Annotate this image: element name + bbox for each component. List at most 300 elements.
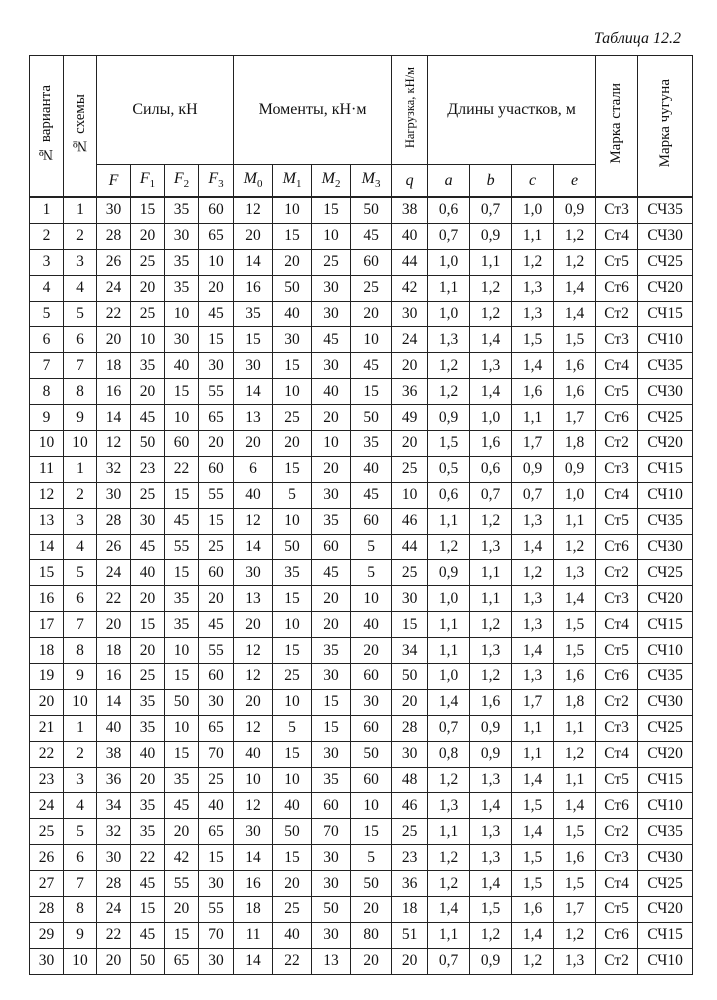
table-row xyxy=(30,327,693,353)
table-cell: СЧ25 xyxy=(638,560,693,586)
table-cell: Ст2 xyxy=(596,819,638,845)
table-cell: 65 xyxy=(199,715,234,741)
table-cell: 50 xyxy=(351,871,392,897)
table-cell: СЧ35 xyxy=(638,353,693,379)
table-cell: 20 xyxy=(165,819,199,845)
table-cell: 38 xyxy=(97,741,131,767)
table-cell: 40 xyxy=(273,301,312,327)
table-cell: 25 xyxy=(392,819,428,845)
table-cell: 45 xyxy=(199,301,234,327)
table-body xyxy=(30,197,693,974)
table-cell: 1,3 xyxy=(428,793,470,819)
table-row xyxy=(30,664,693,690)
table-cell: 46 xyxy=(392,793,428,819)
table-cell: 50 xyxy=(131,948,165,974)
table-cell: 55 xyxy=(165,534,199,560)
table-cell: Ст3 xyxy=(596,845,638,871)
table-cell: 20 xyxy=(234,612,273,638)
table-cell: 35 xyxy=(165,612,199,638)
table-cell: 1,0 xyxy=(554,482,596,508)
table-row xyxy=(30,379,693,405)
table-cell: 40 xyxy=(351,456,392,482)
table-row xyxy=(30,715,693,741)
table-cell: 20 xyxy=(131,275,165,301)
table-cell: СЧ30 xyxy=(638,379,693,405)
table-cell: 35 xyxy=(165,249,199,275)
table-cell: 13 xyxy=(234,405,273,431)
table-cell: 16 xyxy=(97,379,131,405)
table-cell: 6 xyxy=(64,327,97,353)
table-cell: 15 xyxy=(131,612,165,638)
table-cell: СЧ25 xyxy=(638,249,693,275)
table-row xyxy=(30,638,693,664)
table-cell: 20 xyxy=(392,689,428,715)
table-cell: 1,3 xyxy=(470,845,512,871)
table-cell: 50 xyxy=(351,197,392,223)
table-cell: 1,5 xyxy=(554,327,596,353)
table-cell: 25 xyxy=(273,897,312,923)
table-cell: 10 xyxy=(165,638,199,664)
table-cell: 1,4 xyxy=(470,379,512,405)
table-cell: 26 xyxy=(97,249,131,275)
table-cell: 1,3 xyxy=(512,586,554,612)
table-cell: Ст6 xyxy=(596,922,638,948)
table-cell: 18 xyxy=(97,353,131,379)
table-cell: 14 xyxy=(234,249,273,275)
table-cell: 30 xyxy=(392,301,428,327)
table-cell: 5 xyxy=(273,482,312,508)
table-cell: СЧ25 xyxy=(638,715,693,741)
table-cell: 15 xyxy=(392,612,428,638)
table-cell: 35 xyxy=(165,767,199,793)
table-cell: 10 xyxy=(30,431,64,457)
table-cell: 1,4 xyxy=(512,353,554,379)
table-row xyxy=(30,249,693,275)
table-cell: 1,2 xyxy=(428,379,470,405)
table-cell: СЧ10 xyxy=(638,948,693,974)
table-cell: 1,4 xyxy=(512,767,554,793)
table-cell: 12 xyxy=(234,793,273,819)
table-cell: 40 xyxy=(273,922,312,948)
table-cell: СЧ20 xyxy=(638,897,693,923)
table-cell: 44 xyxy=(392,534,428,560)
table-cell: 3 xyxy=(64,508,97,534)
table-cell: 34 xyxy=(97,793,131,819)
table-cell: 1,3 xyxy=(512,508,554,534)
table-cell: 8 xyxy=(64,897,97,923)
table-cell: 55 xyxy=(199,379,234,405)
table-cell: 4 xyxy=(30,275,64,301)
table-cell: 14 xyxy=(234,534,273,560)
table-cell: 60 xyxy=(312,534,351,560)
table-cell: 1,5 xyxy=(428,431,470,457)
table-cell: 1,3 xyxy=(470,534,512,560)
table-cell: 1,5 xyxy=(554,612,596,638)
table-cell: 40 xyxy=(165,353,199,379)
table-cell: 30 xyxy=(199,689,234,715)
table-cell: 15 xyxy=(165,741,199,767)
table-cell: 25 xyxy=(131,249,165,275)
table-cell: 24 xyxy=(97,560,131,586)
table-cell: 7 xyxy=(64,353,97,379)
table-row xyxy=(30,586,693,612)
table-cell: Ст3 xyxy=(596,586,638,612)
table-cell: 45 xyxy=(312,327,351,353)
table-cell: 1,0 xyxy=(428,586,470,612)
table-cell: 0,5 xyxy=(428,456,470,482)
table-cell: 5 xyxy=(64,301,97,327)
table-cell: 1,3 xyxy=(512,275,554,301)
table-cell: 30 xyxy=(165,223,199,249)
table-cell: 30 xyxy=(273,327,312,353)
table-cell: 30 xyxy=(97,482,131,508)
table-cell: 1,1 xyxy=(554,508,596,534)
table-cell: 1,2 xyxy=(470,301,512,327)
table-cell: 15 xyxy=(30,560,64,586)
column-symbol: $M_2$ xyxy=(312,165,351,198)
table-cell: 14 xyxy=(234,845,273,871)
table-cell: 15 xyxy=(199,845,234,871)
table-cell: 40 xyxy=(199,793,234,819)
table-cell: 0,9 xyxy=(554,197,596,223)
table-cell: 45 xyxy=(199,612,234,638)
table-cell: 4 xyxy=(64,275,97,301)
table-cell: 17 xyxy=(30,612,64,638)
table-cell: 40 xyxy=(234,741,273,767)
table-cell: 8 xyxy=(64,379,97,405)
table-cell: 12 xyxy=(234,664,273,690)
table-cell: 0,6 xyxy=(428,197,470,223)
table-cell: 1,7 xyxy=(554,405,596,431)
table-cell: 50 xyxy=(131,431,165,457)
table-cell: 1,8 xyxy=(554,689,596,715)
table-cell: 1,2 xyxy=(512,560,554,586)
table-cell: 35 xyxy=(351,431,392,457)
table-cell: 10 xyxy=(351,327,392,353)
table-cell: 10 xyxy=(273,612,312,638)
table-cell: 10 xyxy=(273,197,312,223)
table-cell: 20 xyxy=(30,689,64,715)
table-cell: 50 xyxy=(312,897,351,923)
table-cell: 1,5 xyxy=(554,819,596,845)
table-cell: 30 xyxy=(199,948,234,974)
table-cell: 14 xyxy=(234,948,273,974)
table-row xyxy=(30,482,693,508)
table-cell: 6 xyxy=(234,456,273,482)
table-cell: 30 xyxy=(199,353,234,379)
table-row xyxy=(30,845,693,871)
table-cell: 50 xyxy=(273,275,312,301)
table-cell: 12 xyxy=(30,482,64,508)
header-variant-no: № варианта xyxy=(30,56,64,198)
table-cell: Ст2 xyxy=(596,689,638,715)
header-lengths: Длины участков, м xyxy=(428,56,596,165)
table-cell: 1,6 xyxy=(512,897,554,923)
table-cell: 10 xyxy=(351,586,392,612)
table-cell: СЧ15 xyxy=(638,922,693,948)
table-cell: 1,1 xyxy=(428,275,470,301)
table-cell: 15 xyxy=(165,482,199,508)
table-cell: 20 xyxy=(273,871,312,897)
table-cell: 35 xyxy=(165,275,199,301)
table-cell: СЧ20 xyxy=(638,275,693,301)
table-cell: 38 xyxy=(392,197,428,223)
table-cell: 1,7 xyxy=(512,431,554,457)
table-cell: Ст2 xyxy=(596,301,638,327)
table-cell: 1,2 xyxy=(554,534,596,560)
table-cell: 70 xyxy=(312,819,351,845)
table-cell: 11 xyxy=(234,922,273,948)
table-cell: 50 xyxy=(392,664,428,690)
table-cell: 22 xyxy=(165,456,199,482)
table-cell: 55 xyxy=(165,871,199,897)
table-cell: 22 xyxy=(97,922,131,948)
table-cell: 60 xyxy=(199,456,234,482)
table-cell: 29 xyxy=(30,922,64,948)
table-cell: 1,3 xyxy=(428,327,470,353)
table-cell: 1,0 xyxy=(428,664,470,690)
table-cell: 45 xyxy=(131,922,165,948)
table-cell: Ст4 xyxy=(596,871,638,897)
table-cell: Ст5 xyxy=(596,249,638,275)
table-cell: 45 xyxy=(351,223,392,249)
table-cell: 20 xyxy=(273,431,312,457)
table-cell: 10 xyxy=(392,482,428,508)
table-cell: 32 xyxy=(97,456,131,482)
table-cell: 20 xyxy=(131,586,165,612)
table-cell: СЧ30 xyxy=(638,845,693,871)
table-cell: 8 xyxy=(30,379,64,405)
table-cell: 2 xyxy=(64,223,97,249)
table-cell: 30 xyxy=(312,922,351,948)
table-cell: 22 xyxy=(131,845,165,871)
column-symbol: F xyxy=(97,165,131,198)
table-cell: 45 xyxy=(165,508,199,534)
table-cell: 10 xyxy=(234,767,273,793)
table-cell: 25 xyxy=(30,819,64,845)
table-cell: 10 xyxy=(312,431,351,457)
table-cell: 20 xyxy=(199,275,234,301)
table-cell: 1,4 xyxy=(554,275,596,301)
table-cell: 0,9 xyxy=(512,456,554,482)
table-cell: 15 xyxy=(165,922,199,948)
table-cell: 35 xyxy=(312,638,351,664)
table-cell: 20 xyxy=(351,948,392,974)
table-cell: 15 xyxy=(273,456,312,482)
table-cell: 1,0 xyxy=(428,301,470,327)
table-row xyxy=(30,431,693,457)
table-cell: 35 xyxy=(312,767,351,793)
table-cell: 15 xyxy=(165,379,199,405)
table-cell: 1,5 xyxy=(512,845,554,871)
table-cell: 45 xyxy=(351,482,392,508)
table-cell: 13 xyxy=(30,508,64,534)
table-cell: 35 xyxy=(312,508,351,534)
table-cell: 1,2 xyxy=(470,508,512,534)
table-cell: Ст5 xyxy=(596,379,638,405)
table-cell: 65 xyxy=(199,405,234,431)
table-cell: 1,2 xyxy=(470,664,512,690)
table-cell: 45 xyxy=(351,353,392,379)
table-row xyxy=(30,767,693,793)
table-cell: 1 xyxy=(64,456,97,482)
table-cell: 15 xyxy=(165,560,199,586)
symbols-row xyxy=(30,165,693,198)
table-cell: 35 xyxy=(131,353,165,379)
table-cell: 20 xyxy=(131,767,165,793)
table-cell: 70 xyxy=(199,922,234,948)
table-cell: 4 xyxy=(64,534,97,560)
table-cell: 15 xyxy=(273,586,312,612)
table-cell: 10 xyxy=(273,767,312,793)
table-cell: 6 xyxy=(64,845,97,871)
table-cell: 5 xyxy=(64,560,97,586)
table-cell: 32 xyxy=(97,819,131,845)
table-cell: 7 xyxy=(30,353,64,379)
table-cell: 1,5 xyxy=(512,793,554,819)
table-cell: 10 xyxy=(273,689,312,715)
table-cell: 15 xyxy=(273,223,312,249)
table-caption: Таблица 12.2 xyxy=(593,30,681,47)
table-cell: 1,1 xyxy=(512,715,554,741)
table-cell: 3 xyxy=(64,249,97,275)
table-cell: 20 xyxy=(131,638,165,664)
table-cell: 30 xyxy=(165,327,199,353)
table-cell: 1,2 xyxy=(428,845,470,871)
table-cell: 23 xyxy=(30,767,64,793)
table-row xyxy=(30,793,693,819)
table-row xyxy=(30,922,693,948)
table-cell: СЧ20 xyxy=(638,431,693,457)
table-cell: 16 xyxy=(97,664,131,690)
header-load: Нагрузка, кН/м xyxy=(392,56,428,165)
table-cell: 30 xyxy=(234,819,273,845)
table-cell: 30 xyxy=(234,353,273,379)
table-cell: 45 xyxy=(165,793,199,819)
table-cell: 24 xyxy=(392,327,428,353)
table-cell: 22 xyxy=(97,586,131,612)
table-cell: Ст5 xyxy=(596,767,638,793)
table-cell: 1,2 xyxy=(554,223,596,249)
table-cell: СЧ25 xyxy=(638,871,693,897)
table-cell: 13 xyxy=(312,948,351,974)
table-cell: 16 xyxy=(234,275,273,301)
table-cell: 3 xyxy=(64,767,97,793)
table-cell: 16 xyxy=(30,586,64,612)
table-cell: 0,7 xyxy=(470,482,512,508)
table-cell: 1,3 xyxy=(554,948,596,974)
table-cell: 28 xyxy=(97,223,131,249)
table-cell: 49 xyxy=(392,405,428,431)
table-cell: 45 xyxy=(131,871,165,897)
table-row xyxy=(30,405,693,431)
table-cell: 1,1 xyxy=(428,638,470,664)
table-row xyxy=(30,456,693,482)
table-cell: 0,9 xyxy=(470,715,512,741)
table-cell: 35 xyxy=(165,586,199,612)
table-cell: 1,5 xyxy=(512,871,554,897)
table-cell: СЧ15 xyxy=(638,301,693,327)
table-cell: 28 xyxy=(97,871,131,897)
table-cell: 1,2 xyxy=(470,612,512,638)
table-cell: 20 xyxy=(131,379,165,405)
table-cell: 20 xyxy=(273,249,312,275)
table-cell: 25 xyxy=(392,560,428,586)
table-cell: 15 xyxy=(351,379,392,405)
table-cell: 20 xyxy=(392,353,428,379)
table-cell: 1,4 xyxy=(428,897,470,923)
table-cell: 45 xyxy=(131,405,165,431)
table-cell: 1,3 xyxy=(512,612,554,638)
table-cell: 1,6 xyxy=(554,664,596,690)
table-cell: 50 xyxy=(351,405,392,431)
header-moments: Моменты, кН·м xyxy=(234,56,392,165)
table-cell: 35 xyxy=(131,689,165,715)
table-row xyxy=(30,948,693,974)
table-cell: 1,2 xyxy=(428,767,470,793)
table-cell: 9 xyxy=(64,405,97,431)
table-cell: 0,6 xyxy=(428,482,470,508)
table-cell: Ст4 xyxy=(596,612,638,638)
table-row xyxy=(30,612,693,638)
table-cell: 10 xyxy=(312,223,351,249)
table-cell: 1,1 xyxy=(512,741,554,767)
table-row xyxy=(30,301,693,327)
table-cell: 10 xyxy=(199,249,234,275)
table-cell: Ст5 xyxy=(596,897,638,923)
table-cell: Ст2 xyxy=(596,560,638,586)
table-cell: 1,1 xyxy=(428,922,470,948)
table-cell: 23 xyxy=(392,845,428,871)
table-cell: 30 xyxy=(97,197,131,223)
table-cell: 0,7 xyxy=(512,482,554,508)
table-cell: 1,4 xyxy=(554,793,596,819)
table-cell: 9 xyxy=(64,922,97,948)
table-cell: 44 xyxy=(392,249,428,275)
table-cell: 28 xyxy=(97,508,131,534)
table-cell: 1 xyxy=(64,197,97,223)
table-cell: 15 xyxy=(312,715,351,741)
table-cell: СЧ30 xyxy=(638,689,693,715)
table-cell: СЧ30 xyxy=(638,534,693,560)
table-cell: 25 xyxy=(199,534,234,560)
table-cell: 20 xyxy=(234,431,273,457)
header-iron-grade: Марка чугуна xyxy=(638,56,693,198)
table-cell: 1,4 xyxy=(470,793,512,819)
table-cell: 0,6 xyxy=(470,456,512,482)
table-cell: 30 xyxy=(312,482,351,508)
table-cell: 10 xyxy=(351,793,392,819)
table-cell: 4 xyxy=(64,793,97,819)
table-cell: 20 xyxy=(392,431,428,457)
table-cell: 1,2 xyxy=(512,249,554,275)
table-cell: 15 xyxy=(273,741,312,767)
table-cell: 1,3 xyxy=(554,560,596,586)
table-cell: 35 xyxy=(165,197,199,223)
table-cell: 50 xyxy=(351,741,392,767)
table-cell: 1,6 xyxy=(470,689,512,715)
table-cell: 15 xyxy=(234,327,273,353)
table-cell: 36 xyxy=(392,379,428,405)
table-cell: 15 xyxy=(273,353,312,379)
table-cell: 24 xyxy=(97,897,131,923)
table-cell: 1,4 xyxy=(428,689,470,715)
table-cell: Ст6 xyxy=(596,405,638,431)
table-cell: 0,7 xyxy=(428,948,470,974)
table-cell: СЧ25 xyxy=(638,405,693,431)
table-cell: 1,4 xyxy=(554,586,596,612)
table-cell: 36 xyxy=(392,871,428,897)
